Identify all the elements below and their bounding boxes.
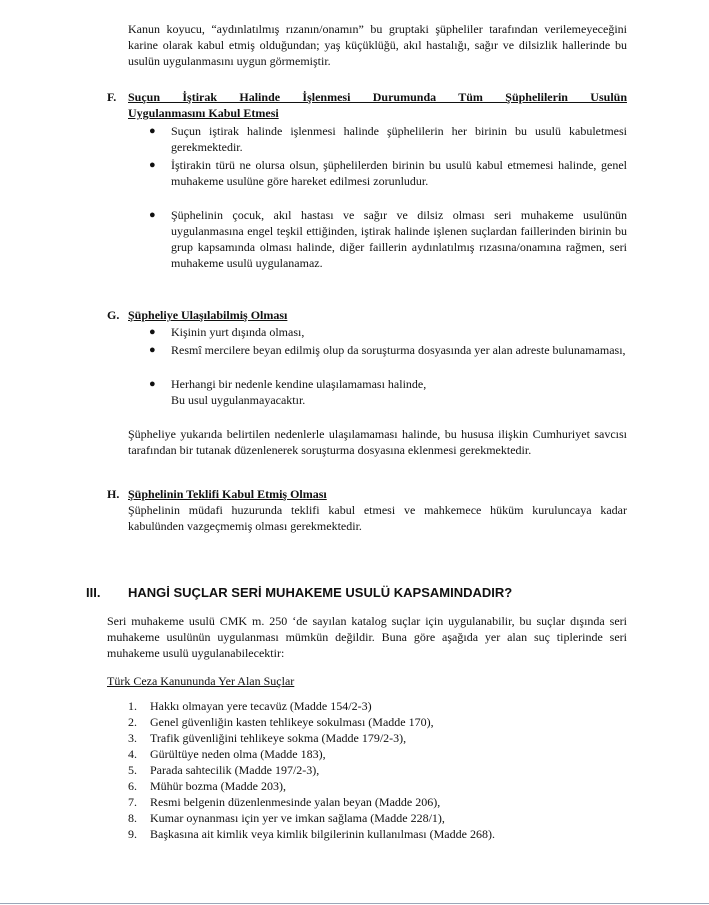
list-item-number: 6. [128,779,137,793]
list-item [128,698,627,714]
list-item-number: 5. [128,763,137,777]
list-item [128,810,627,826]
section-iii-subheading: Türk Ceza Kanununda Yer Alan Suçlar [107,674,295,688]
page-bottom-divider [0,903,709,904]
section-f-bullet-1: Suçun iştirak halinde işlenmesi halinde şüphelilerin her birinin bu usulü kabuletmesi gerekmektedir. [171,124,627,154]
list-item-text: Hakkı olmayan yere tecavüz (Madde 154/2-3) [150,699,372,713]
list-item-text: Resmi belgenin düzenlenmesinde yalan beyan (Madde 206), [150,795,441,809]
section-g-bullets-tail: Bu usul uygulanmayacaktır. [171,393,306,407]
list-item-number: 2. [128,715,137,729]
section-iii-paragraph: Seri muhakeme usulü CMK m. 250 ‘de sayılan katalog suçlar için uygulanabilir, bu suçlar dışında seri muhakeme usulünün uygulanması mümkün değildir. Buna göre aşağıda yer alan suç tiplerinde seri muhakeme usulü uygulanabilecektir: [107,614,627,660]
list-item-number: 9. [128,827,137,841]
section-g-bullet-1: Kişinin yurt dışında olması, [171,325,305,339]
list-item-text: Mühür bozma (Madde 203), [150,779,286,793]
bullet-icon: ● [149,326,156,338]
section-iii-title: HANGİ SUÇLAR SERİ MUHAKEME USULÜ KAPSAMINDADIR? [128,585,513,600]
section-iii-numeral: III. [86,585,101,600]
list-item [128,778,627,794]
section-g-bullet-3: Herhangi bir nedenle kendine ulaşılamaması halinde, [171,377,427,391]
section-g-title: Şüpheliye Ulaşılabilmiş Olması [128,308,288,322]
list-item [128,714,627,730]
intro-paragraph: Kanun koyucu, “aydınlatılmış rızanın/onamın” bu gruptaki şüpheliler tarafından verilemeyeceğini karine olarak kabul etmiş olduğundan; yaş küçüklüğü, akıl hastalığı, sağır ve dilsizlik hallerinde bu usulün uygulanmasını uygun görmemiştir. [128,22,627,68]
section-f-title-line2: Uygulanmasını Kabul Etmesi [128,106,279,120]
crime-list [128,698,627,842]
section-f-letter: F. [107,90,117,104]
list-item [128,730,627,746]
section-h-letter: H. [107,487,120,501]
list-item [128,794,627,810]
list-item-text: Kumar oynanması için yer ve imkan sağlama (Madde 228/1), [150,811,445,825]
section-g-paragraph: Şüpheliye yukarıda belirtilen nedenlerle ulaşılamaması halinde, bu hususa ilişkin Cumhuriyet savcısı tarafından bir tutanak düzenlenerek soruşturma dosyasına eklenmesi gerekmektedir. [128,427,627,457]
bullet-icon: ● [149,209,156,221]
section-g-bullet-2: Resmî mercilere beyan edilmiş olup da soruşturma dosyasında yer alan adreste bulunamaması, [171,343,626,357]
list-item-text: Genel güvenliğin kasten tehlikeye sokulması (Madde 170), [150,715,434,729]
bullet-icon: ● [149,159,156,171]
list-item-number: 4. [128,747,137,761]
list-item-text: Parada sahtecilik (Madde 197/2-3), [150,763,320,777]
section-f-bullet-2: İştirakin türü ne olursa olsun, şüphelilerden birinin bu usulü kabul etmemesi halinde, genel muhakeme usulüne göre hareket edilmesi zorunludur. [171,158,627,188]
list-item-number: 3. [128,731,137,745]
bullet-icon: ● [149,344,156,356]
section-g-letter: G. [107,308,120,322]
bullet-icon: ● [149,125,156,137]
list-item-text: Başkasına ait kimlik veya kimlik bilgilerinin kullanılması (Madde 268). [150,827,495,841]
list-item-number: 7. [128,795,137,809]
list-item [128,762,627,778]
list-item-number: 1. [128,699,137,713]
list-item-text: Gürültüye neden olma (Madde 183), [150,747,326,761]
section-h-paragraph: Şüphelinin müdafi huzurunda teklifi kabul etmesi ve mahkemece hüküm kuruluncaya kadar kabulünden vazgeçmemiş olması gerekmektedir. [128,503,627,533]
section-f-title-line1: Suçun İştirak Halinde İşlenmesi Durumunda Tüm Şüphelilerin Usulün [128,90,627,104]
bullet-icon: ● [149,378,156,390]
list-item [128,746,627,762]
list-item [128,826,627,842]
section-f-bullet-3: Şüphelinin çocuk, akıl hastası ve sağır ve dilsiz olması seri muhakeme usulünün uygulanmasına engel teşkil ettiğinden, iştirak halinde işlenen suçlardan faillerinden birinin bu grup kapsamında olması halinde, diğer faillerin aydınlatılmış rızasına/onamına rağmen, seri muhakeme usulü uygulanamaz. [171,208,627,270]
list-item-text: Trafik güvenliğini tehlikeye sokma (Madde 179/2-3), [150,731,407,745]
list-item-number: 8. [128,811,137,825]
section-h-title: Şüphelinin Teklifi Kabul Etmiş Olması [128,487,327,501]
